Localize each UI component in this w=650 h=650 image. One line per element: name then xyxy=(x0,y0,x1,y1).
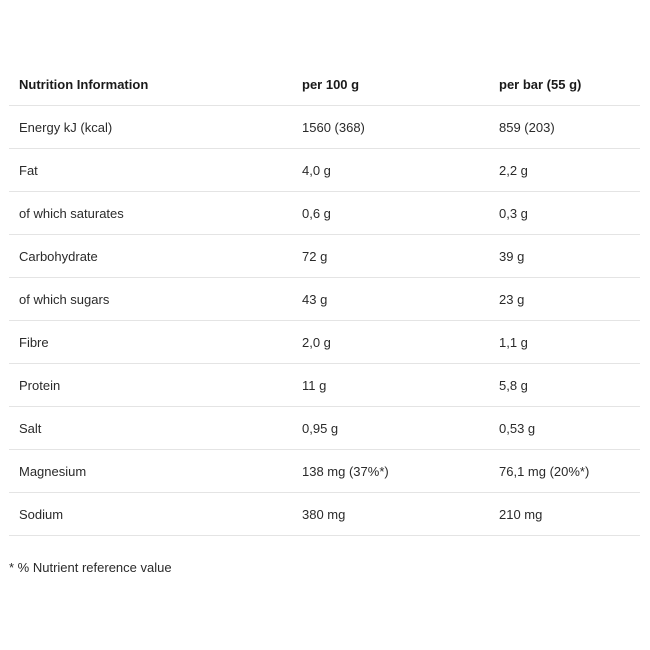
value-per-100g: 11 g xyxy=(292,364,489,407)
header-per-100g: per 100 g xyxy=(292,63,489,106)
value-per-bar: 210 mg xyxy=(489,493,640,536)
value-per-100g: 72 g xyxy=(292,235,489,278)
footnote-nutrient-reference: * % Nutrient reference value xyxy=(9,560,172,575)
nutrient-name: Protein xyxy=(9,364,292,407)
value-per-100g: 0,95 g xyxy=(292,407,489,450)
value-per-100g: 0,6 g xyxy=(292,192,489,235)
value-per-bar: 1,1 g xyxy=(489,321,640,364)
nutrient-name: Fibre xyxy=(9,321,292,364)
value-per-bar: 0,53 g xyxy=(489,407,640,450)
table-row xyxy=(9,364,640,407)
value-per-bar: 5,8 g xyxy=(489,364,640,407)
table-header-row xyxy=(9,63,640,106)
value-per-bar: 859 (203) xyxy=(489,106,640,149)
nutrient-name: Carbohydrate xyxy=(9,235,292,278)
value-per-100g: 43 g xyxy=(292,278,489,321)
table-row xyxy=(9,235,640,278)
header-per-bar: per bar (55 g) xyxy=(489,63,640,106)
value-per-100g: 138 mg (37%*) xyxy=(292,450,489,493)
nutrient-name: Salt xyxy=(9,407,292,450)
value-per-100g: 380 mg xyxy=(292,493,489,536)
value-per-bar: 0,3 g xyxy=(489,192,640,235)
value-per-bar: 2,2 g xyxy=(489,149,640,192)
table-row xyxy=(9,192,640,235)
nutrition-table xyxy=(9,63,640,536)
table-row xyxy=(9,106,640,149)
value-per-bar: 76,1 mg (20%*) xyxy=(489,450,640,493)
nutrient-name: Fat xyxy=(9,149,292,192)
value-per-100g: 2,0 g xyxy=(292,321,489,364)
nutrient-name: Magnesium xyxy=(9,450,292,493)
nutrient-name: of which sugars xyxy=(9,278,292,321)
table-row xyxy=(9,321,640,364)
value-per-100g: 1560 (368) xyxy=(292,106,489,149)
table-row xyxy=(9,493,640,536)
table-row xyxy=(9,278,640,321)
table-row xyxy=(9,450,640,493)
table-row xyxy=(9,407,640,450)
nutrient-name: Sodium xyxy=(9,493,292,536)
value-per-bar: 23 g xyxy=(489,278,640,321)
value-per-100g: 4,0 g xyxy=(292,149,489,192)
table-row xyxy=(9,149,640,192)
nutrient-name: Energy kJ (kcal) xyxy=(9,106,292,149)
value-per-bar: 39 g xyxy=(489,235,640,278)
header-nutrition-information: Nutrition Information xyxy=(9,63,292,106)
nutrient-name: of which saturates xyxy=(9,192,292,235)
